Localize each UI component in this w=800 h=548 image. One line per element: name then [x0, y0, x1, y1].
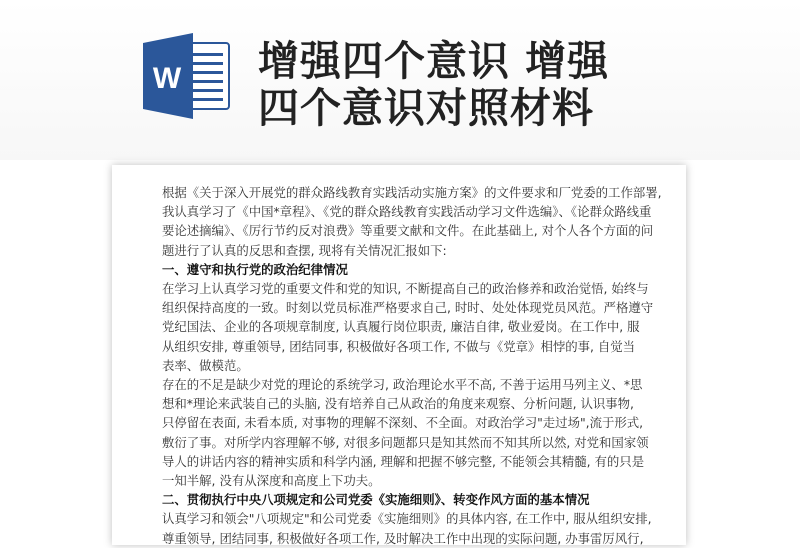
title-line-1: 增强四个意识 增强 [258, 37, 610, 85]
paragraph-line: 存在的不足是缺少对党的理论的系统学习, 政治理论水平不高, 不善于运用马列主义、*思 [162, 377, 643, 393]
paragraph-line: 认真学习和领会"八项规定"和公司党委《实施细则》的具体内容, 在工作中, 服从组织安排, [162, 511, 652, 527]
paragraph-line: 我认真学习了《中国*章程》、《党的群众路线教育实践活动学习文件选编》、《论群众路线重 [162, 204, 652, 220]
section-heading: 一、遵守和执行党的政治纪律情况 [162, 261, 348, 277]
paragraph-line: 只停留在表面, 未看本质, 对事物的理解不深刻、不全面。对政治学习"走过场",流于形式, [162, 415, 644, 431]
paragraph-line: 题进行了认真的反思和查摆, 现将有关情况汇报如下: [162, 242, 447, 258]
section-heading: 二、贯彻执行中央八项规定和公司党委《实施细则》、转变作风方面的基本情况 [162, 492, 590, 508]
paragraph-line: 党纪国法、企业的各项规章制度, 认真履行岗位职责, 廉洁自律, 敬业爱岗。在工作中, 服 [162, 319, 640, 335]
title-line-2: 四个意识对照材料 [258, 84, 594, 132]
document-body [162, 183, 662, 548]
paragraph-line: 导人的讲话内容的精神实质和科学内涵, 理解和把握不够完整, 不能领会其精髓, 有的只是 [162, 453, 645, 469]
paragraph-line: 根据《关于深入开展党的群众路线教育实践活动实施方案》的文件要求和厂党委的工作部署, [162, 185, 662, 200]
word-icon-letter: W [152, 62, 182, 95]
paragraph-line: 尊重领导, 团结同事, 积极做好各项工作, 及时解决工作中出现的实际问题, 办事雷厉风行, [162, 530, 644, 546]
paragraph-line: 组织保持高度的一致。时刻以党员标准严格要求自己, 时时、处处体现党员风范。严格遵守 [162, 300, 654, 316]
paragraph-line: 一知半解, 没有从深度和高度上下功夫。 [162, 473, 381, 489]
page-title [258, 38, 609, 132]
paragraph-line: 从组织安排, 尊重领导, 团结同事, 积极做好各项工作, 不做与《党章》相悖的事, 自觉当 [162, 338, 636, 354]
paragraph-line: 在学习上认真学习党的重要文件和党的知识, 不断提高自己的政治修养和政治觉悟, 始终与 [162, 281, 649, 297]
paragraph-line: 想和*理论来武装自己的头脑, 没有培养自己从政治的角度来观察、分析问题, 认识事物, [162, 396, 634, 412]
paragraph-line: 表率、做模范。 [162, 357, 249, 373]
header-banner [0, 0, 800, 160]
word-document-icon [143, 33, 231, 119]
paragraph-line: 要论述摘编》、《厉行节约反对浪费》等重要文献和文件。在此基础上, 对个人各个方面的问 [162, 223, 654, 239]
paragraph-line: 敷衍了事。对所学内容理解不够, 对很多问题都只是知其然而不知其所以然, 对党和国家领 [162, 434, 649, 450]
